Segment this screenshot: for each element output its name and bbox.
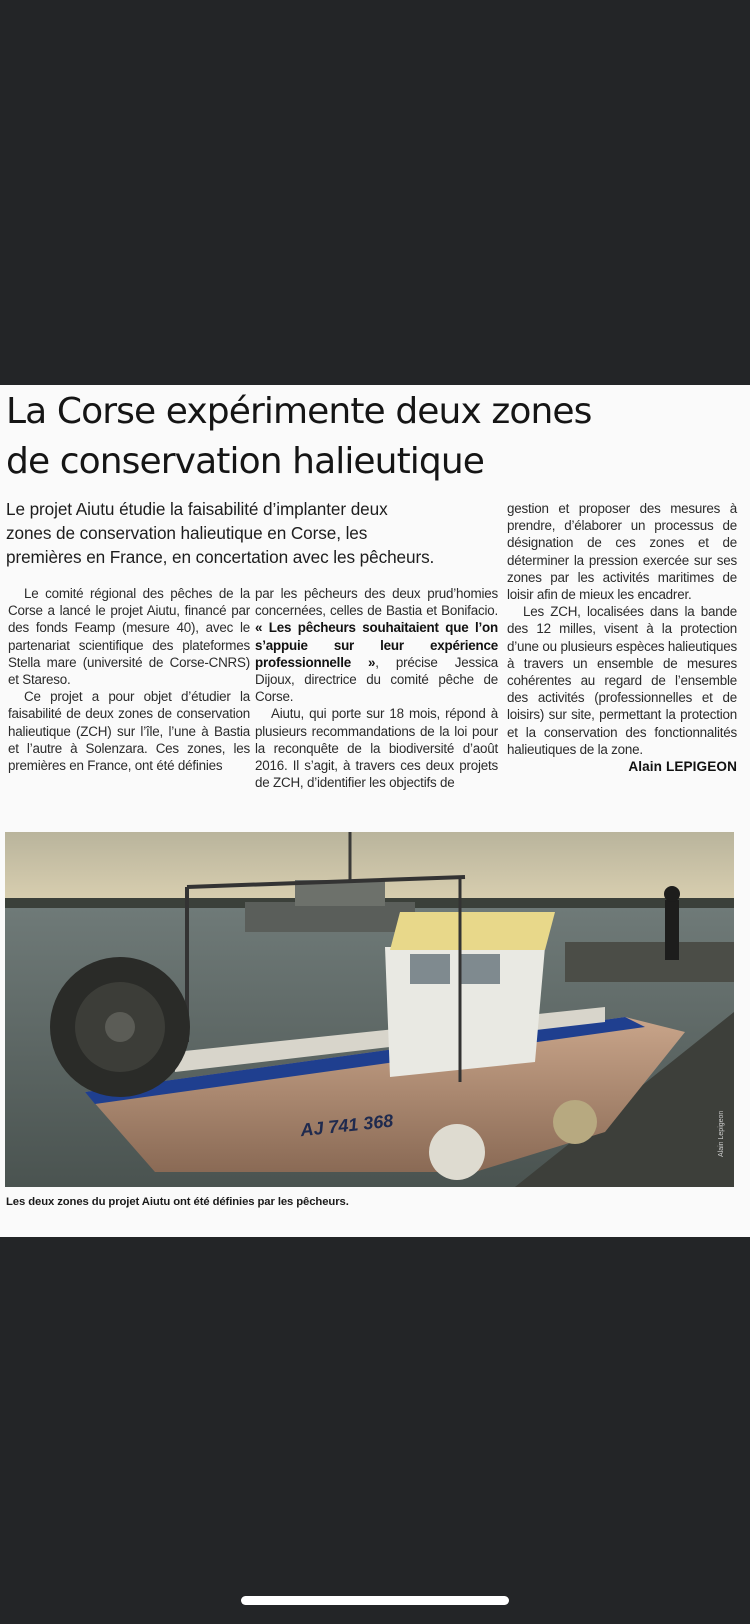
headline-line-2: de conservation halieutique — [6, 441, 485, 482]
newspaper-clipping — [0, 385, 750, 1237]
photo-caption: Les deux zones du projet Aiutu ont été définies par les pêcheurs. — [6, 1196, 349, 1208]
col3-paragraph-1: gestion et proposer des mesures à prendre, d’élaborer un processus de désignation de ces zones et de déterminer la pression exercée sur ses zones par les activités maritimes de loisir afin de mieux les encadrer. — [507, 501, 737, 603]
col2-paragraph-2: Aiutu, qui porte sur 18 mois, répond à plusieurs recommandations de la loi pour la reconquête de la biodiversité d’août 2016. Il s’agit, à travers ces deux projets de ZCH, d’identifier les objectifs de — [255, 706, 498, 791]
article-column-3 — [507, 500, 737, 775]
article-column-1 — [8, 585, 250, 774]
col2-p1-end: , précise Jessica Dijoux, directrice du comité pêche de Corse. — [255, 654, 498, 705]
photo-credit: Alain Lepigeon — [718, 1110, 725, 1157]
pull-quote: « Les pêcheurs souhaitaient que l’on s’appuie sur leur expérience professionnelle » — [255, 620, 498, 670]
col2-p1-start: par les pêcheurs des deux prud’homies concernées, celles de Bastia et Bonifacio. — [255, 586, 498, 619]
fishing-boat-illustration — [5, 832, 734, 1187]
lead-line-1: Le projet Aiutu étudie la faisabilité d’implanter deux — [6, 499, 388, 519]
author-byline: Alain LEPIGEON — [628, 759, 737, 775]
home-indicator-bar[interactable] — [241, 1596, 509, 1605]
col1-paragraph-1: Le comité régional des pêches de la Corse a lancé le projet Aiutu, financé par des fonds Feamp (mesure 40), avec le partenariat scientifique des plateformes Stella mare (université de Corse-CNRS) et Stareso. — [8, 586, 250, 688]
boat-registration: AJ 741 368 — [299, 1110, 395, 1141]
lead-line-3: premières en France, en concertation avec les pêcheurs. — [6, 547, 435, 567]
col3-paragraph-2: Les ZCH, localisées dans la bande des 12 milles, visent à la protection d’une ou plusieurs espèces halieutiques à travers un ensemble de mesures cohérentes au regard de l’ensemble des activités (professionnelles et de loisirs) sur site, permettant la protection et la conservation des fonctionnalités halieutiques de la zone. — [507, 604, 737, 757]
article-lead — [6, 497, 476, 569]
article-headline — [6, 387, 741, 487]
col2-paragraph-1 — [255, 585, 498, 705]
harbor-boat-photo — [5, 832, 734, 1187]
col1-paragraph-2: Ce projet a pour objet d’étudier la faisabilité de deux zones de conservation halieutique (ZCH) sur l’île, l’une à Bastia et l’autre à Solenzara. Ces zones, les premières en France, ont été définies — [8, 689, 250, 774]
headline-line-1: La Corse expérimente deux zones — [6, 391, 592, 432]
lead-line-2: zones de conservation halieutique en Corse, les — [6, 523, 368, 543]
article-column-2 — [255, 585, 498, 791]
